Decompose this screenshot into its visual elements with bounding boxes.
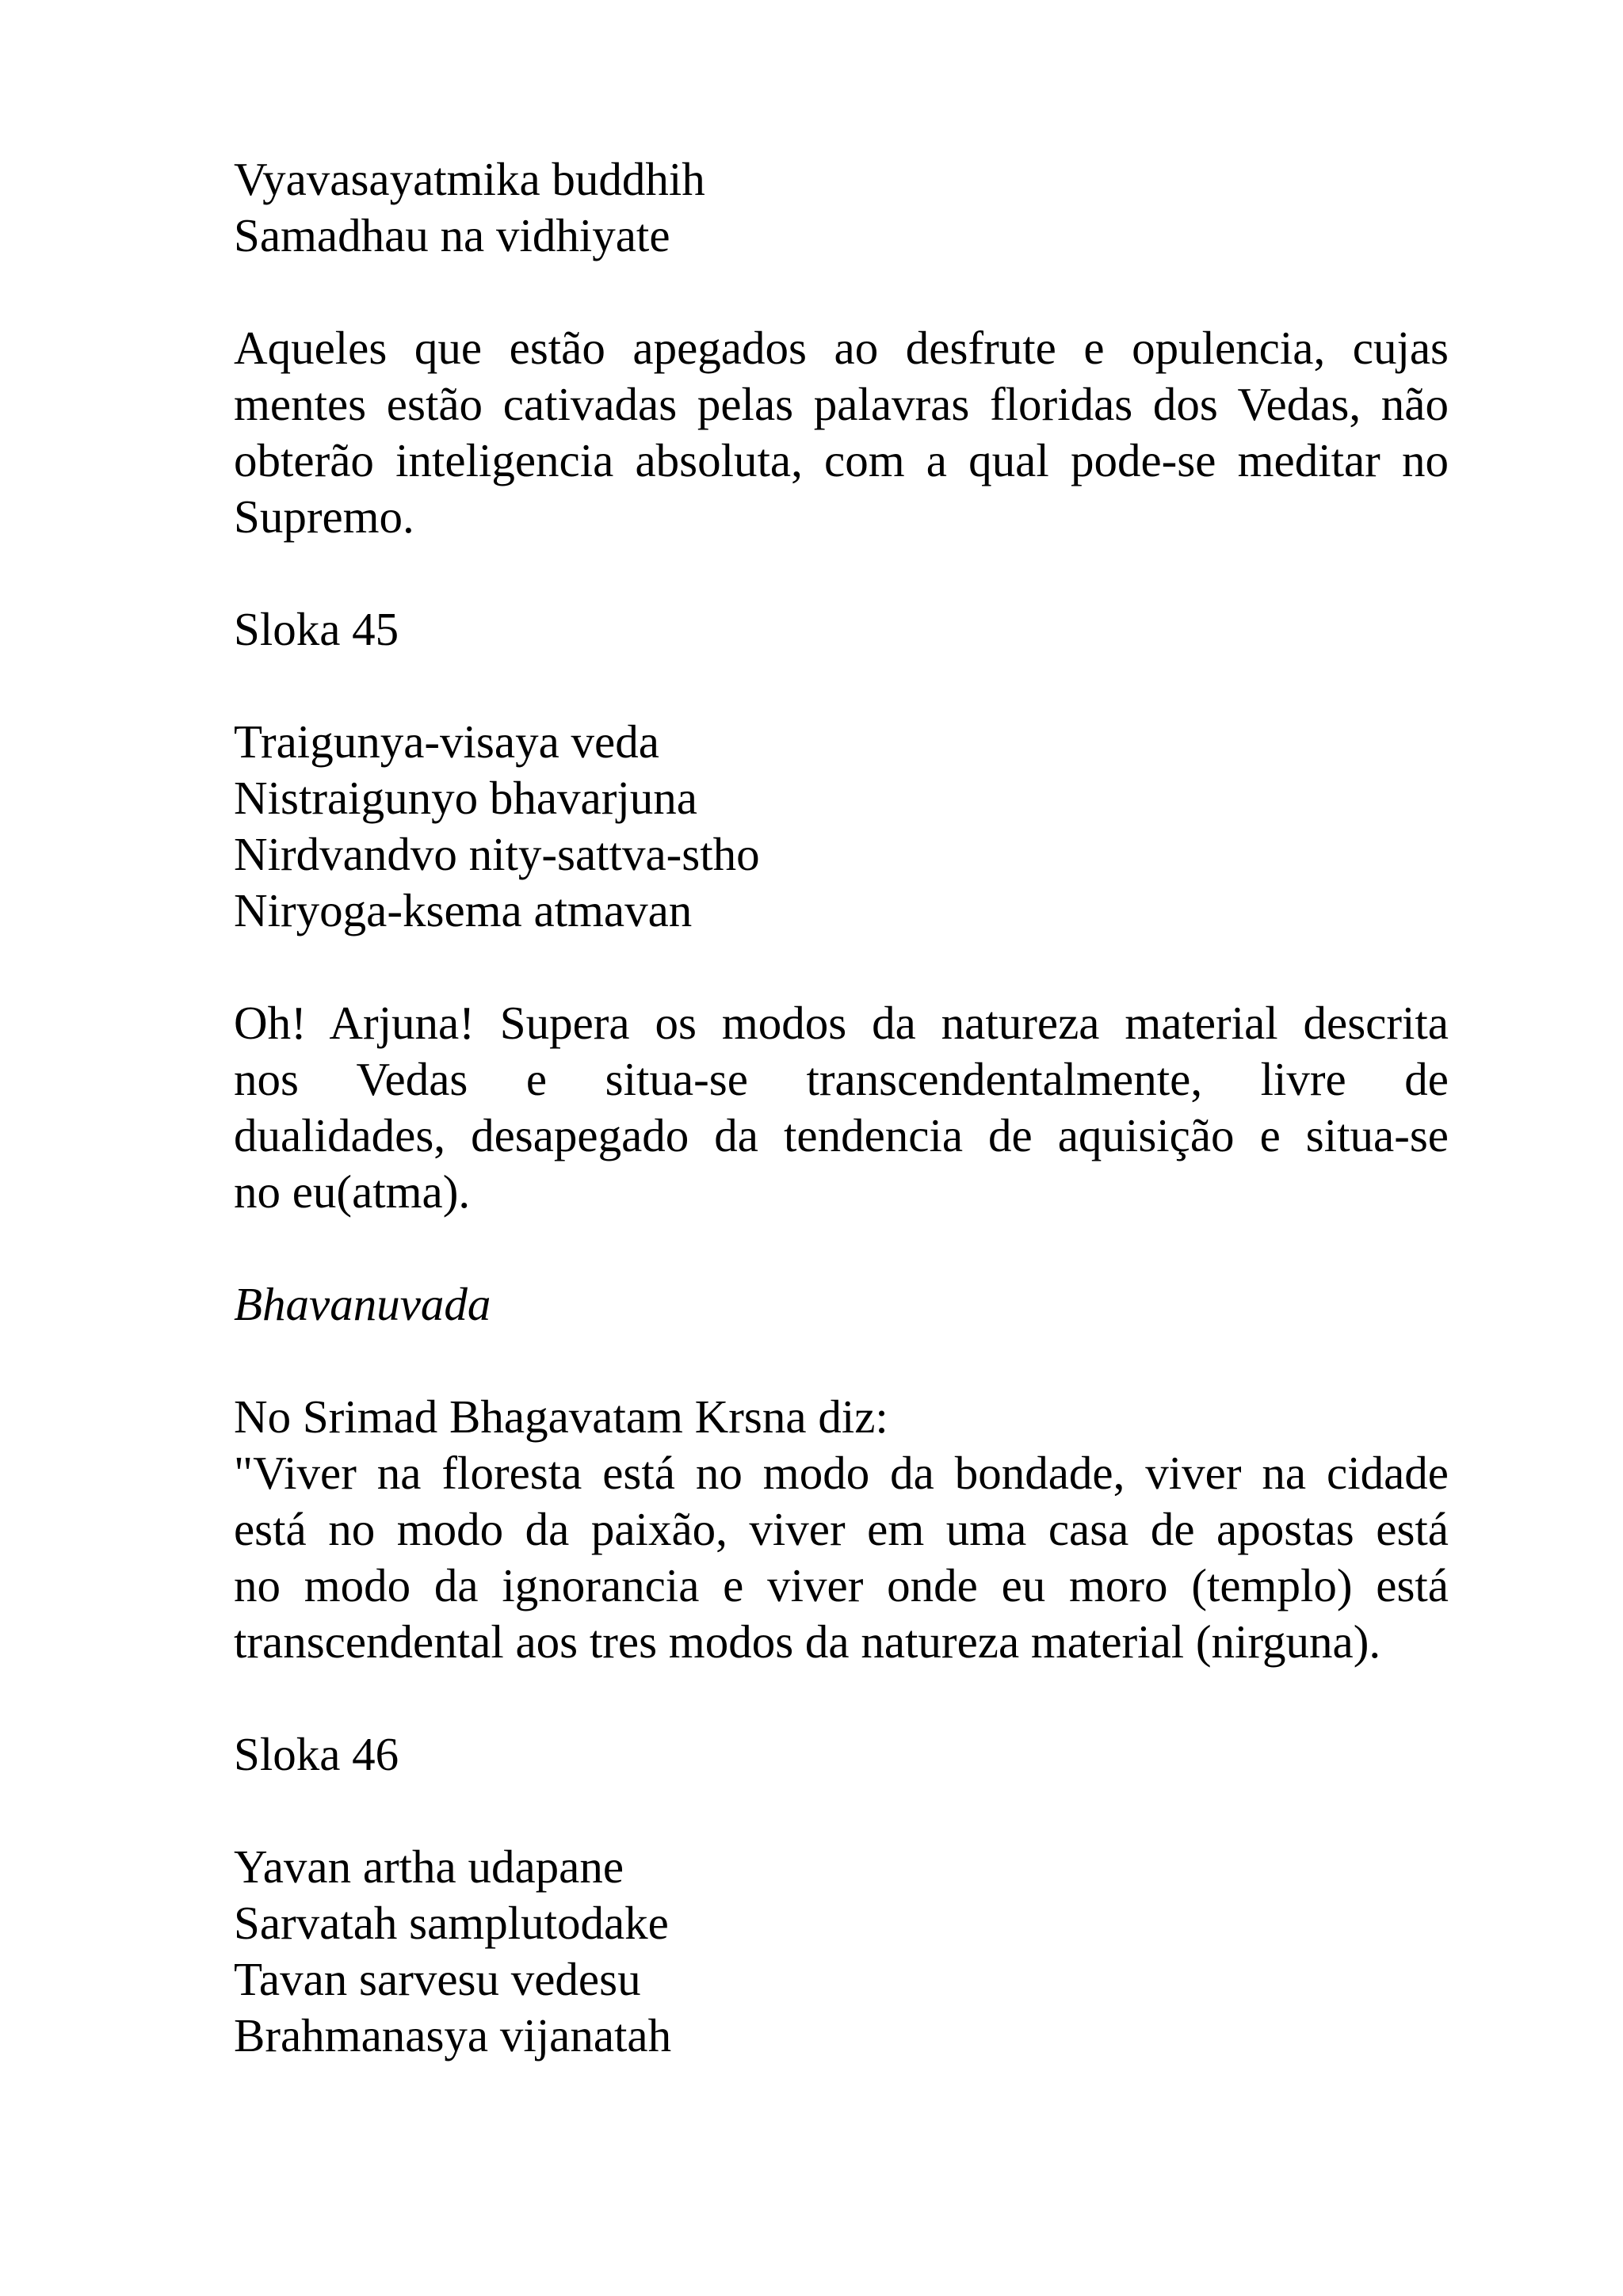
- verse-line: Sarvatah samplutodake: [234, 1897, 669, 1949]
- verse-line: Nistraigunyo bhavarjuna: [234, 772, 697, 824]
- verse-line: Niryoga-ksema atmavan: [234, 884, 693, 936]
- verse-line: Brahmanasya vijanatah: [234, 2009, 672, 2061]
- translation-line: mentes estão cativadas pelas palavras floridas dos Vedas, não: [234, 378, 1449, 430]
- translation-44: [234, 320, 1449, 545]
- translation-45: [234, 995, 1449, 1220]
- commentary-line: No Srimad Bhagavatam Krsna diz:: [234, 1390, 888, 1443]
- translation-line: Oh! Arjuna! Supera os modos da natureza material descrita: [234, 997, 1449, 1049]
- commentary-line: transcendental aos tres modos da natureza material (nirguna).: [234, 1615, 1381, 1668]
- section-heading: Sloka 45: [234, 603, 399, 655]
- translation-line: Aqueles que estão apegados ao desfrute e opulencia, cujas: [234, 322, 1449, 374]
- verse-line: Yavan artha udapane: [234, 1840, 624, 1893]
- bhavanuvada-heading: [234, 1276, 1449, 1333]
- verse-line: Traigunya-visaya veda: [234, 715, 659, 768]
- verse-line: Nirdvandvo nity-sattva-stho: [234, 828, 760, 880]
- translation-line: Supremo.: [234, 490, 414, 543]
- commentary: [234, 1389, 1449, 1670]
- verse-line: Samadhau na vidhiyate: [234, 209, 670, 261]
- section-heading: Sloka 46: [234, 1728, 399, 1780]
- verse-line: Tavan sarvesu vedesu: [234, 1953, 641, 2005]
- sloka-46-heading: [234, 1726, 1449, 1783]
- translation-line: nos Vedas e situa-se transcendentalmente, livre de: [234, 1053, 1449, 1105]
- commentary-line: no modo da ignorancia e viver onde eu moro (templo) está: [234, 1559, 1449, 1611]
- verse-45: [234, 714, 1449, 939]
- translation-line: obterão inteligencia absoluta, com a qual pode-se meditar no: [234, 434, 1449, 486]
- verse-line: Vyavasayatmika buddhih: [234, 153, 705, 205]
- section-heading: Bhavanuvada: [234, 1278, 491, 1330]
- verse-44-ending: [234, 151, 1449, 264]
- sloka-45-heading: [234, 601, 1449, 658]
- verse-46: [234, 1839, 1449, 2064]
- commentary-line: está no modo da paixão, viver em uma casa de apostas está: [234, 1503, 1449, 1555]
- translation-line: dualidades, desapegado da tendencia de aquisição e situa-se: [234, 1109, 1449, 1161]
- translation-line: no eu(atma).: [234, 1165, 471, 1218]
- commentary-line: "Viver na floresta está no modo da bondade, viver na cidade: [234, 1447, 1449, 1499]
